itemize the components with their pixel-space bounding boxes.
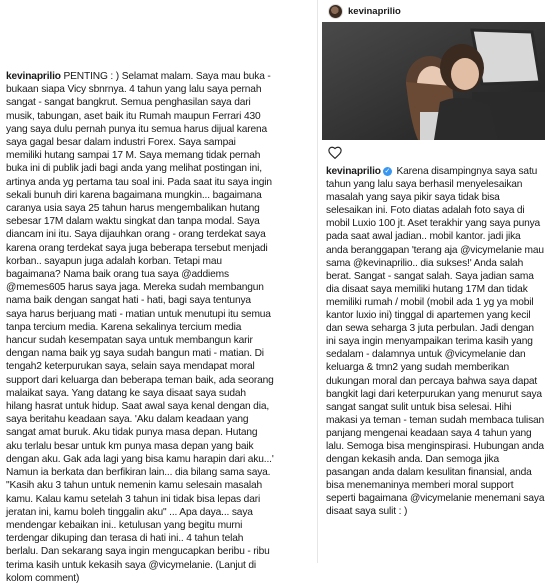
heart-icon xyxy=(328,146,342,159)
post-header xyxy=(318,0,549,22)
left-caption-text: PENTING : ) Selamat malam. Saya mau buka - bukaan siapa Vicy sbnrnya. 4 tahun yang lalu saya pernah sangat - sangat bangkrut. Semua penghasilan saya dari musik, tabungan, aset baik itu Rumah maupun Ferrari 430 yang saya dulu pernah punya itu semua harus dijual karena saya gagal besar dalam industri Forex. Saya sampai memiliki hutang sampai 17 M. Saya memang tidak pernah buka ini di publik jadi bagi anda yang melihat postingan ini, artinya anda yg pertama tau soal ini. Pada saat itu saya ingin sekali bunuh diri karena bagaimana mungkin... bagaimana caranya usia saya 25 tahun harus mengembalikan hutang sebesar 17M dalam waktu singkat dan tanpa modal. Saya diancam ini itu. Saya dijauhkan orang - orang terdekat saya karena orang terdekat saya juga beberapa tersebut menjadi korban.. sayapun juga adalah korban. Tetapi mau bagaimana? Nama baik orang tua saya @addiems @memes605 harus saya jaga. Mereka sudah membangun nama baik dengan sangat hati - hati, bagi saya tentunya saya harus berjuang mati - matian untuk menutupi itu semua tanpa tercium media. Karena sekalinya tercium media hancur sudah kesempatan saya untuk membangun karir dengan nama baik yg saya sudah bangun mati - matian. Di tengah2 keterpurukan saya, selain saya mendapat moral support dari keluarga dan beberapa teman baik, ada seorang malaikat saya. Yang datang ke saya disaat saya sudah hilang hasrat untuk hidup. Saat awal saya kenal dengan dia, saya beritahu keadaan saya. 'Aku dalam keadaan yang sangat amat buruk. Aku tidak punya masa depan. Hutang aku terlalu besar untuk km punya masa depan yang baik dengan aku. Gak ada lagi yang bisa kamu harapin dari aku...' Namun ia berkata dan berfikiran lain... dia bilang sama saya. "Kasih aku 3 tahun untuk nemenin kamu selesain masalah kamu. Kalau kamu setelah 3 tahun ini tidak bisa lepas dari jeratan ini, kamu boleh tinggalin aku" ... Apa daya... saya mendengar kebaikan ini.. ketulusan yang begitu murni terdengar dikuping dan terasa di hati ini.. 4 tahun telah berlalu. Dan sekarang saya ingin mengucapkan beribu - ribu terima kasih untuk kekasih saya @vicymelanie. (Lanjut di kolom comment) xyxy=(6,71,274,584)
avatar[interactable] xyxy=(328,4,343,19)
post-comment xyxy=(326,165,545,519)
like-button[interactable] xyxy=(328,146,342,164)
comment-username[interactable]: kevinaprilio xyxy=(326,166,381,177)
verified-badge-icon: ✓ xyxy=(384,167,391,175)
comment-text: Karena disampingnya saya satu tahun yang lalu saya berhasil menyelesaikan masalah yang saya pikir saya tidak bisa selesaikan ini. Foto diatas adalah foto saya di mobil Luxio 100 jt. Aset terakhir yang saya punya pada saat awal jadian.. mobil kantor. jadi jika anda beranggapan 'terang aja @vicymelanie mau sama @kevinaprilio.. dia sukses!' Anda salah berat. Sangat - sangat salah. Saya jadian sama dia disaat saya memiliki hutang 17M dan tidak memiliki rumah / mobil (mobil ada 1 yg ya mobil kantor luxio ini) tinggal di apartemen yang kecil dan sewa seharga 3 juta perbulan. Jadi dengan ini saya ingin menyampaikan terima kasih yang sedalam - dalamnya untuk @vicymelanie dan keluarga & tmn2 yang sudah memberikan dukungan moral dan percaya bahwa saya dapat bangkit lagi dari keterpurukan yang menurut saya sangat sangat sulit untuk bisa selesai. Hihi makasi ya teman - teman sudah membaca tulisan panjang mengenai keadaan saya 4 tahun yang lalu. Semoga bisa menginspirasi. Hubungan anda dengan kekasih anda. Dan semoga jika pasangan anda dalam kesulitan finansial, anda bisa menemaninya memberi moral support seperti bagaimana @vicymelanie menemani saya disaat saya sulit : ) xyxy=(326,166,545,518)
post-photo xyxy=(322,22,545,140)
left-username[interactable]: kevinaprilio xyxy=(6,71,61,82)
left-caption xyxy=(6,70,274,585)
instagram-post-panel xyxy=(318,0,549,563)
couple-in-car-photo xyxy=(322,22,545,140)
header-username[interactable]: kevinaprilio xyxy=(348,5,401,17)
